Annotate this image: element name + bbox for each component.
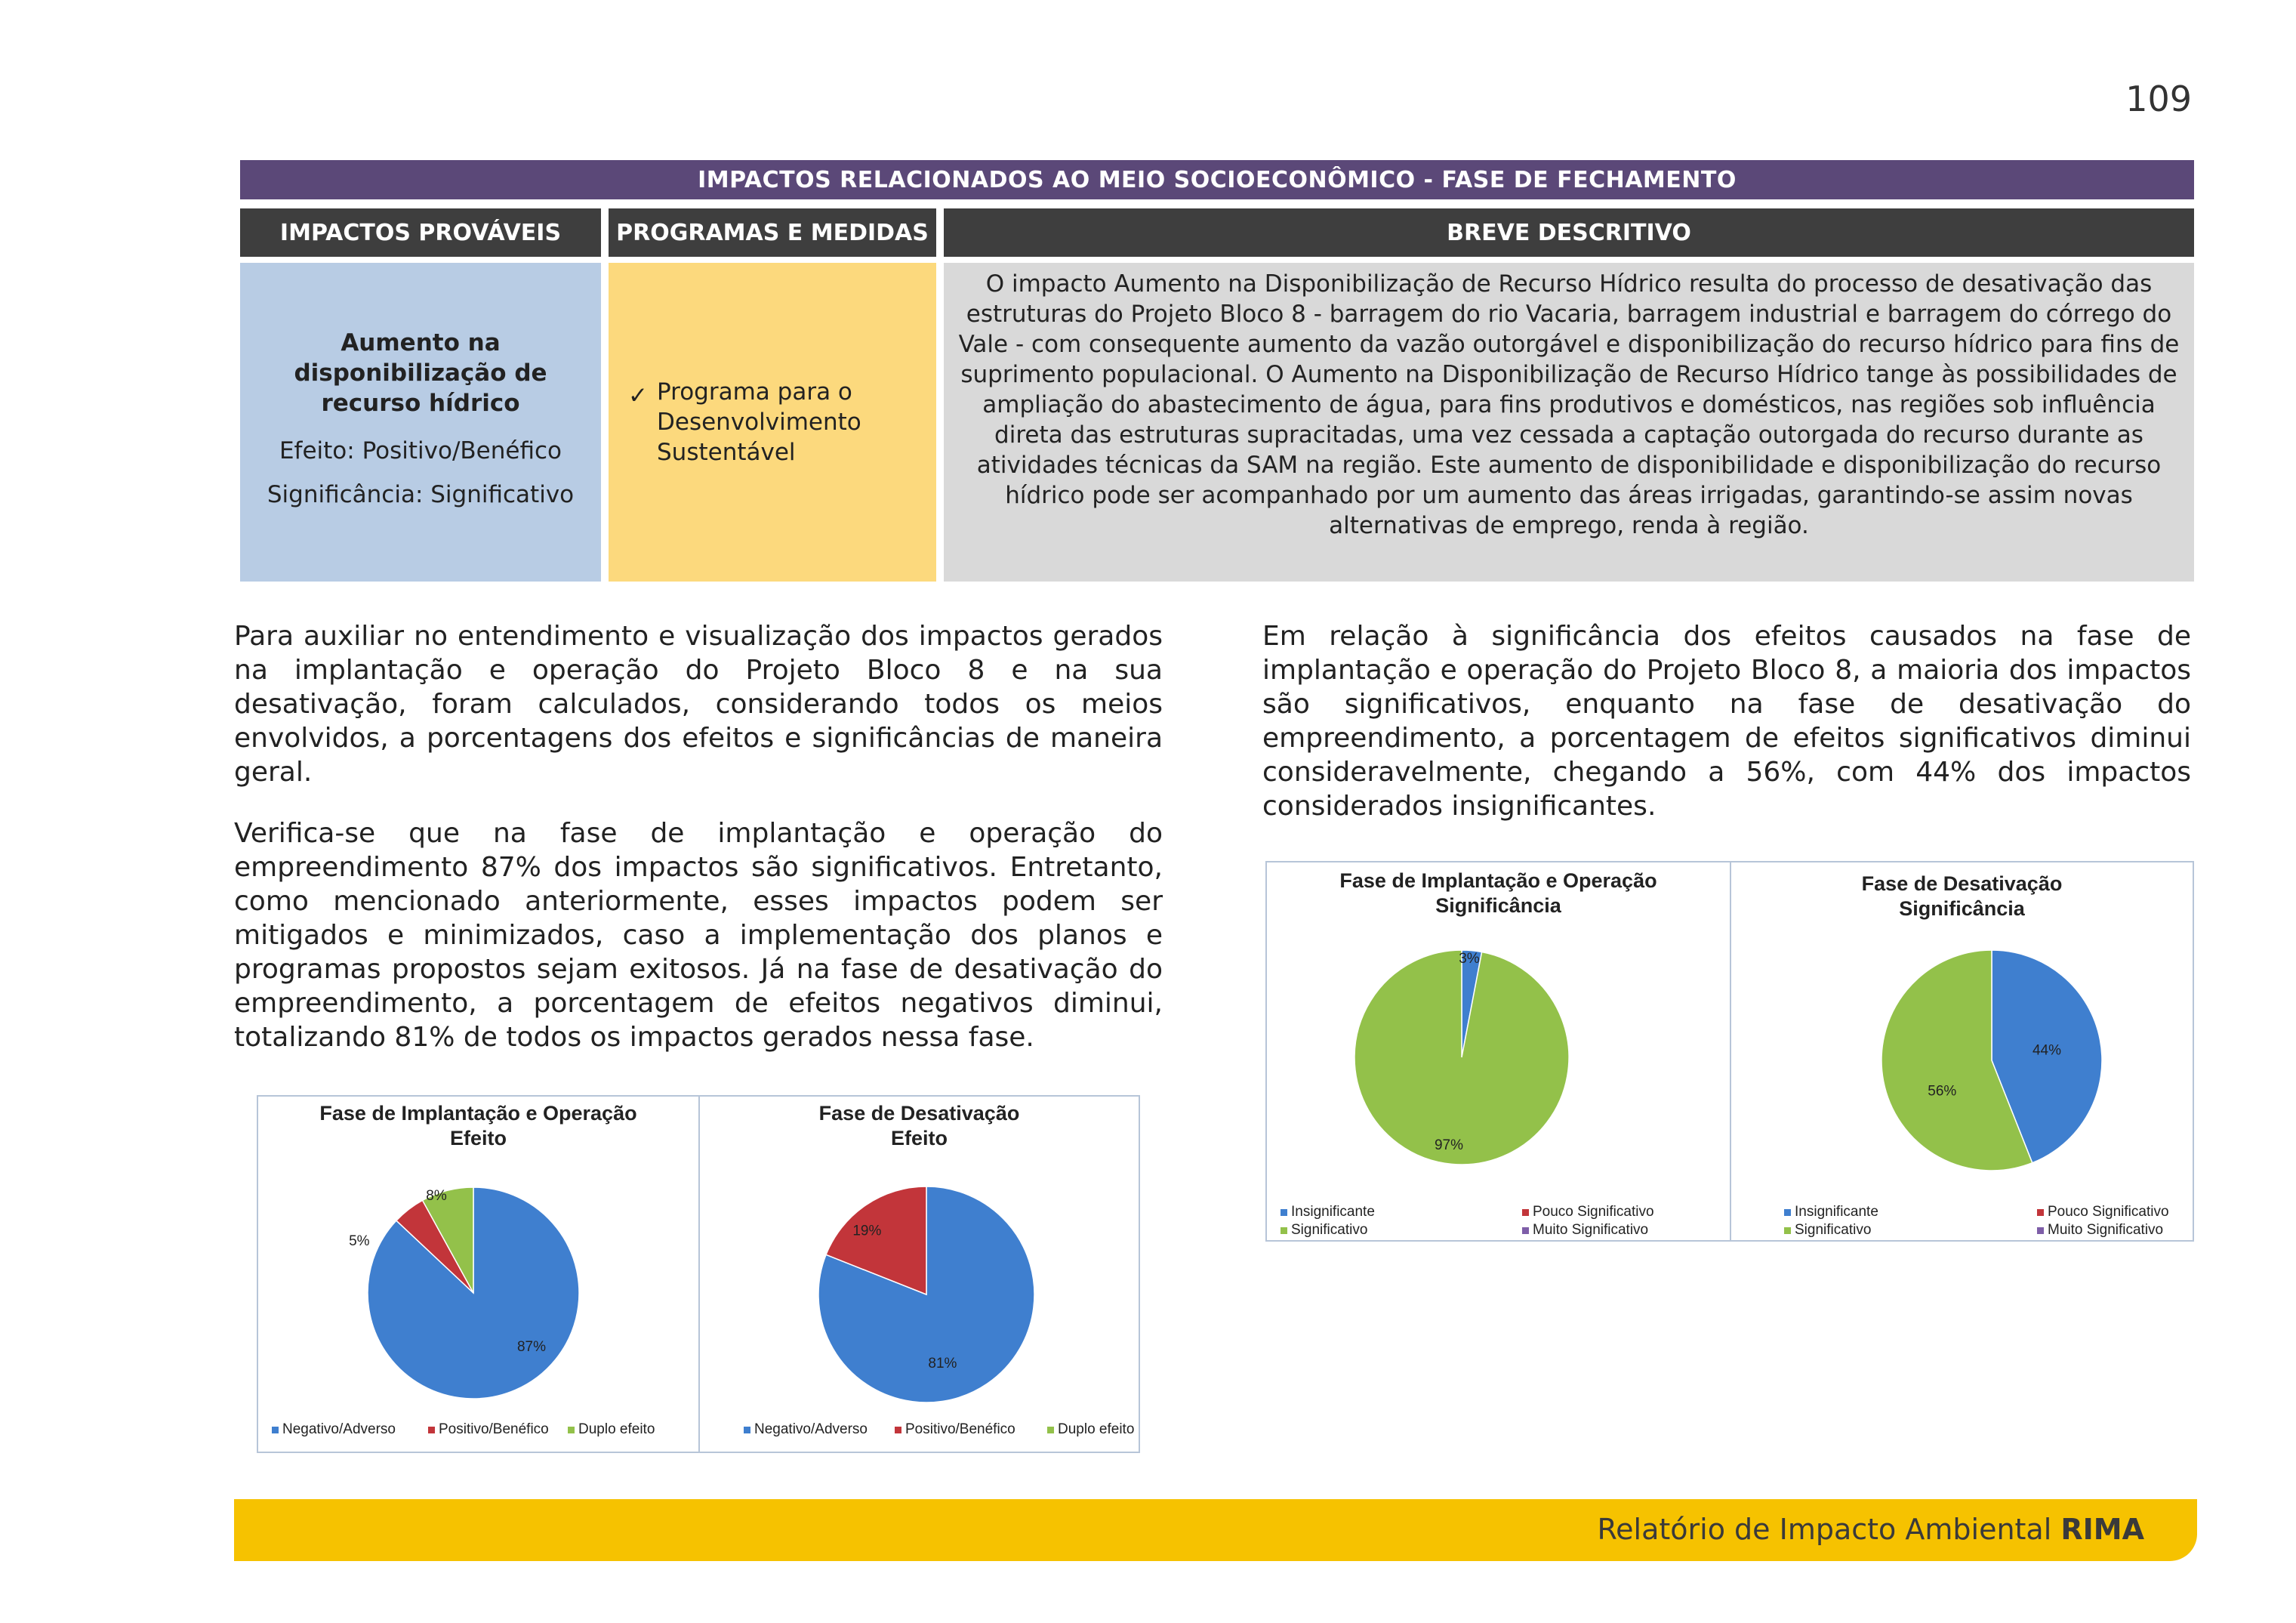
- chart-title-line-1: Fase de Desativação: [818, 1102, 1020, 1125]
- legend-label: Positivo/Benéfico: [439, 1421, 549, 1437]
- legend-item: [272, 1421, 396, 1438]
- data-label: 56%: [1928, 1083, 1957, 1100]
- impact-effect: Efeito: Positivo/Benéfico: [279, 437, 562, 464]
- pie-chart-svg: [1267, 862, 1730, 1240]
- legend-item: [1784, 1204, 1878, 1220]
- legend-item: [1522, 1204, 1654, 1220]
- legend-swatch: [1784, 1209, 1791, 1216]
- header-impactos: IMPACTOS PROVÁVEIS: [240, 208, 601, 257]
- legend-swatch: [1281, 1227, 1287, 1234]
- chart-implantacao-efeito: [258, 1097, 698, 1452]
- page-number: 109: [2125, 79, 2192, 119]
- impact-cell: [240, 263, 601, 582]
- legend-label: Pouco Significativo: [2048, 1204, 2169, 1220]
- legend-item: [1047, 1421, 1134, 1438]
- data-label: 81%: [928, 1356, 957, 1372]
- table-header-row: [240, 208, 2194, 257]
- legend-item: [1281, 1204, 1375, 1220]
- legend-item: [744, 1421, 868, 1438]
- legend-item: [1281, 1222, 1367, 1239]
- legend-item: [2037, 1222, 2163, 1239]
- legend-swatch: [272, 1427, 279, 1433]
- data-label: 19%: [852, 1223, 882, 1239]
- data-label: 87%: [516, 1339, 547, 1355]
- legend-label: Pouco Significativo: [1533, 1204, 1654, 1220]
- checkmark-icon: ✓: [628, 382, 648, 409]
- legend-swatch: [2037, 1227, 2044, 1234]
- legend-label: Muito Significativo: [1533, 1222, 1649, 1238]
- footer-band: [234, 1499, 2197, 1561]
- impact-title: Aumento na disponibilização de recurso hídrico: [294, 329, 547, 417]
- chart-title-line-1: Fase de Implantação e Operação: [1339, 869, 1657, 892]
- legend-item: [1522, 1222, 1648, 1239]
- data-label: 44%: [2032, 1042, 2062, 1059]
- chart-title-line-1: Fase de Implantação e Operação: [319, 1102, 637, 1125]
- data-label: 5%: [349, 1233, 370, 1249]
- chart-title-line-1: Fase de Desativação: [1861, 872, 2063, 895]
- legend-swatch: [1047, 1427, 1054, 1433]
- table-row: [240, 263, 2194, 582]
- left-text-column: [234, 619, 1163, 1081]
- chart-implantacao-significancia: [1267, 862, 1730, 1240]
- impact-significance: Significância: Significativo: [267, 481, 575, 508]
- table-title: IMPACTOS RELACIONADOS AO MEIO SOCIOECONÔMICO - FASE DE FECHAMENTO: [240, 160, 2194, 199]
- left-paragraph-1: Para auxiliar no entendimento e visualização dos impactos gerados na implantação e operação do Projeto Bloco 8 e na sua desativação, foram calculados, considerando todos os meios envolvidos, a porcentagens dos efeitos e significâncias de maneira geral.: [234, 621, 1163, 788]
- legend-label: Muito Significativo: [2048, 1222, 2164, 1238]
- legend-swatch: [1522, 1227, 1529, 1234]
- left-paragraph-2: Verifica-se que na fase de implantação e operação do empreendimento 87% dos impactos são significativos. Entretanto, como mencionado anteriormente, esses impactos podem ser mitigados e minimizados, caso a implementação dos planos e programas propostos sejam exitosos. Já na fase de desativação do empreendimento, a porcentagem de efeitos negativos diminui, totalizando 81% de todos os impactos gerados nessa fase.: [234, 818, 1163, 1053]
- program-name: Programa para o Desenvolvimento Sustentável: [657, 378, 861, 466]
- legend-swatch: [744, 1427, 750, 1433]
- pie-chart-svg: [1731, 862, 2194, 1240]
- footer-rima: RIMA: [2060, 1513, 2144, 1546]
- legend-label: Positivo/Benéfico: [905, 1421, 1015, 1437]
- legend-swatch: [428, 1427, 435, 1433]
- data-label: 3%: [1459, 951, 1480, 967]
- header-descritivo: BREVE DESCRITIVO: [944, 208, 2194, 257]
- legend-swatch: [1522, 1209, 1529, 1216]
- legend-label: Duplo efeito: [578, 1421, 655, 1437]
- footer-title: Relatório de Impacto Ambiental: [1597, 1513, 2052, 1546]
- legend-label: Insignificante: [1291, 1204, 1375, 1220]
- legend-item: [428, 1421, 549, 1438]
- significance-charts-panel: [1265, 861, 2194, 1242]
- legend-swatch: [1281, 1209, 1287, 1216]
- legend-item: [895, 1421, 1015, 1438]
- pie-slice-significativo: [1354, 950, 1569, 1165]
- data-label: 97%: [1434, 1137, 1463, 1154]
- data-label: 8%: [426, 1187, 447, 1204]
- header-programas: PROGRAMAS E MEDIDAS: [609, 208, 936, 257]
- program-cell: [609, 263, 936, 582]
- pie-chart-svg: [700, 1097, 1140, 1452]
- legend-label: Insignificante: [1795, 1204, 1878, 1220]
- chart-desativacao-significancia: [1730, 862, 2193, 1240]
- chart-title-line-2: Efeito: [890, 1127, 948, 1149]
- legend-label: Significativo: [1291, 1222, 1368, 1238]
- footer-text: [1597, 1513, 2144, 1546]
- legend-item: [2037, 1204, 2169, 1220]
- legend-label: Significativo: [1795, 1222, 1872, 1238]
- chart-title-line-2: Significância: [1435, 894, 1561, 917]
- chart-title-line-2: Significância: [1899, 897, 2025, 920]
- impact-table: [240, 160, 2194, 582]
- legend-swatch: [895, 1427, 901, 1433]
- legend-swatch: [1784, 1227, 1791, 1234]
- legend-label: Negativo/Adverso: [754, 1421, 868, 1437]
- legend-item: [1784, 1222, 1871, 1239]
- legend-item: [568, 1421, 655, 1438]
- right-paragraph-1: Em relação à significância dos efeitos causados na fase de implantação e operação do Projeto Bloco 8, a maioria dos impactos são significativos, enquanto na fase de desativação do empreendimento, a porcentagem de efeitos significativos diminui consideravelmente, chegando a 56%, com 44% dos impactos considerados insignificantes.: [1262, 621, 2191, 822]
- legend-swatch: [568, 1427, 575, 1433]
- effect-charts-panel: [257, 1095, 1140, 1453]
- description-cell: O impacto Aumento na Disponibilização de Recurso Hídrico resulta do processo de desativação das estruturas do Projeto Bloco 8 - barragem do rio Vacaria, barragem industrial e barragem do córrego do Vale - com consequente aumento da vazão outorgável e disponibilização do recurso hídrico para fins de suprimento populacional. O Aumento na Disponibilização de Recurso Hídrico tange às possibilidades de ampliação do abastecimento de água, para fins produtivos e domésticos, nas regiões sob influência direta das estruturas supracitadas, uma vez cessada a captação outorgada do recurso durante as atividades técnicas da SAM na região. Este aumento de disponibilidade e disponibilização do recurso hídrico pode ser acompanhado por um aumento das áreas irrigadas, garantindo-se assim novas alternativas de emprego, renda à região.: [944, 263, 2194, 582]
- legend-label: Duplo efeito: [1058, 1421, 1135, 1437]
- legend-label: Negativo/Adverso: [282, 1421, 396, 1437]
- right-text-column: [1262, 619, 2191, 850]
- legend-swatch: [2037, 1209, 2044, 1216]
- pie-chart-svg: [258, 1097, 698, 1452]
- chart-desativacao-efeito: [698, 1097, 1139, 1452]
- chart-title-line-2: Efeito: [449, 1127, 507, 1149]
